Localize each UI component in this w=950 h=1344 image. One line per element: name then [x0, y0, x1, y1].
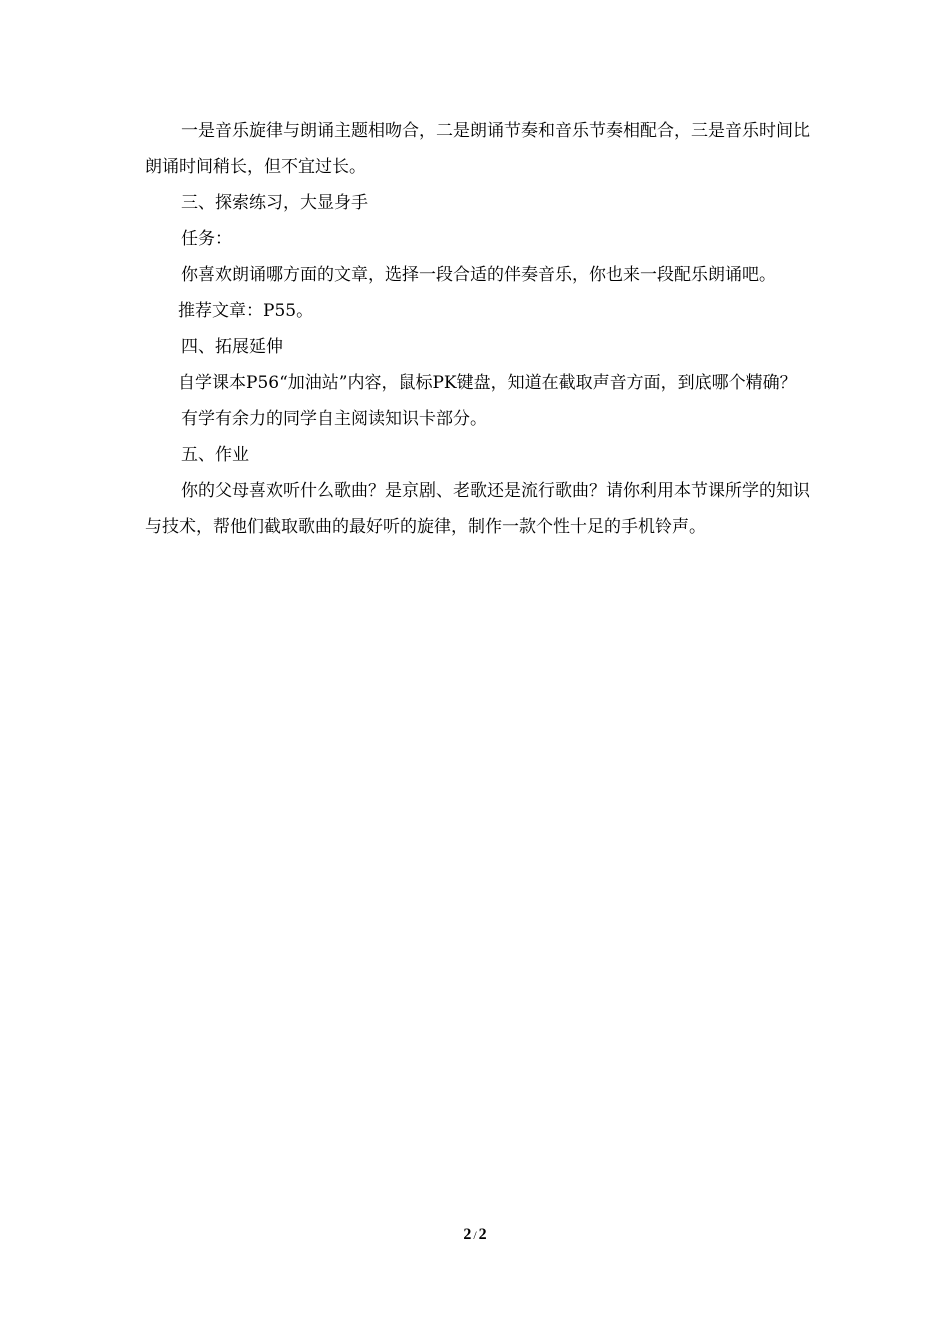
paragraph-homework-description: 你的父母喜欢听什么歌曲？是京剧、老歌还是流行歌曲？请你利用本节课所学的知识与技术，帮他们截取歌曲的最好听的旋律，制作一款个性十足的手机铃声。	[145, 481, 810, 537]
heading-explore-practice: 三、探索练习，大显身手	[181, 193, 368, 213]
total-page-number: 2	[478, 1226, 487, 1243]
paragraph-recommended-article: 推荐文章：P55。	[178, 301, 314, 321]
paragraph-task-description: 你喜欢朗诵哪方面的文章，选择一段合适的伴奏音乐，你也来一段配乐朗诵吧。	[181, 265, 776, 285]
document-body	[145, 113, 810, 545]
paragraph-self-study: 自学课本P56“加油站”内容，鼠标PK键盘，知道在截取声音方面，到底哪个精确？	[178, 373, 797, 393]
paragraph-task-label: 任务：	[181, 229, 232, 249]
heading-extension: 四、拓展延伸	[181, 337, 283, 357]
paragraph-music-criteria: 一是音乐旋律与朗诵主题相吻合，二是朗诵节奏和音乐节奏相配合，三是音乐时间比朗诵时间稍长，但不宜过长。	[145, 121, 810, 177]
heading-homework: 五、作业	[181, 445, 249, 465]
paragraph-knowledge-card: 有学有余力的同学自主阅读知识卡部分。	[181, 409, 487, 429]
page-number	[0, 1226, 950, 1244]
current-page-number: 2	[463, 1226, 472, 1243]
page-number-separator: /	[473, 1228, 477, 1242]
